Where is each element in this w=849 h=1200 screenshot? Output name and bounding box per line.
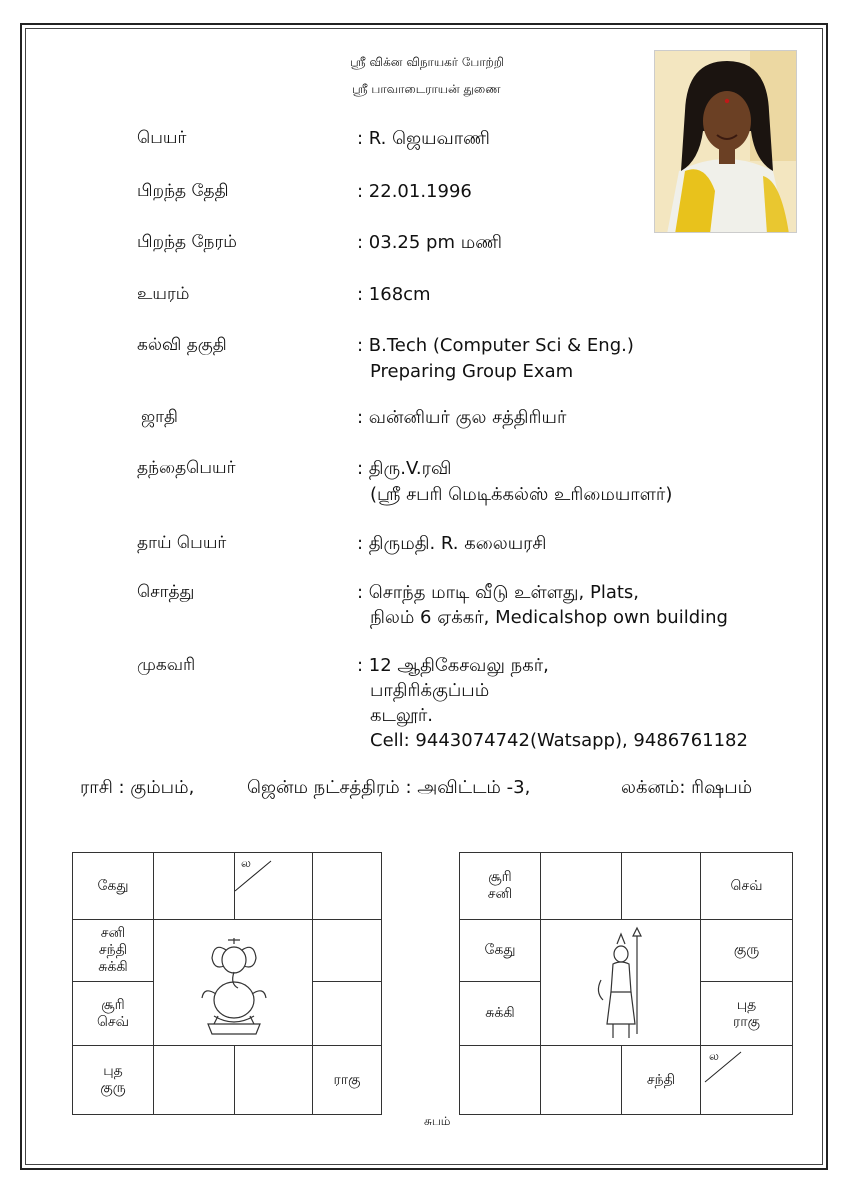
header-line-1: ஸ்ரீ விக்ன விநாயகர் போற்றி	[350, 55, 505, 69]
property-value-2: நிலம் 6 ஏக்கர், Medicalshop own building	[370, 607, 728, 628]
father-occupation: (ஸ்ரீ சபரி மெடிக்கல்ஸ் உரிமையாளர்)	[370, 484, 673, 505]
rasi-cell-8	[234, 1045, 313, 1115]
mother-name-value: : திருமதி. R. கலையரசி	[357, 533, 547, 554]
property-label: சொத்து	[137, 582, 195, 602]
address-label: முகவரி	[137, 655, 196, 675]
navamsa-planet: கேது	[484, 942, 516, 958]
navamsa-planet: சந்தி	[646, 1071, 676, 1088]
height-label: உயரம்	[137, 284, 190, 304]
name-label: பெயர்	[137, 128, 187, 148]
navamsa-planet: புத	[736, 996, 757, 1013]
navamsa-cell-8	[621, 1045, 701, 1115]
rasi-cell-5	[312, 919, 382, 982]
rasi-planet: சனி	[100, 925, 126, 941]
rasi-planet: புத	[103, 1063, 123, 1079]
father-name-label: தந்தைபெயர்	[137, 458, 236, 478]
header-line-2: ஸ்ரீ பாவாடைராயன் துணை	[352, 82, 501, 96]
rasi-cell-9	[153, 1045, 235, 1115]
profile-photo	[654, 50, 797, 233]
footer-subam: சுபம்	[424, 1114, 451, 1128]
navamsa-cell-4	[700, 852, 793, 920]
navamsa-cell-6	[700, 981, 793, 1046]
navamsa-planet: செவ்	[730, 877, 763, 894]
address-line-1: : 12 ஆதிகேசவலு நகர்,	[357, 655, 549, 676]
rasi-cell-1	[72, 852, 154, 920]
navamsa-planet: குரு	[733, 942, 760, 958]
height-value: : 168cm	[357, 284, 431, 305]
rasi-planet: செவ்	[96, 1013, 130, 1030]
lagna-marker: ல	[709, 1049, 719, 1063]
rasi-planet: குரு	[100, 1080, 126, 1096]
navamsa-chart	[459, 852, 793, 1115]
rasi-cell-7	[312, 1045, 382, 1115]
navamsa-cell-1	[459, 852, 541, 920]
murugan-icon	[541, 920, 702, 1047]
mother-name-label: தாய் பெயர்	[137, 533, 227, 553]
navamsa-cell-11	[459, 981, 541, 1046]
name-value: : R. ஜெயவாணி	[357, 128, 490, 149]
rasi-planet: கேது	[97, 877, 129, 894]
phone-numbers: Cell: 9443074742(Watsapp), 9486761182	[370, 730, 748, 751]
navamsa-planet: சனி	[487, 886, 513, 902]
birth-time-value: : 03.25 pm மணி	[357, 232, 502, 253]
education-value: : B.Tech (Computer Sci & Eng.)	[357, 335, 634, 356]
lagnam-text: லக்னம்: ரிஷபம்	[621, 777, 753, 798]
rasi-cell-3	[234, 852, 313, 920]
ganesha-icon	[154, 920, 314, 1047]
birth-time-label: பிறந்த நேரம்	[137, 232, 237, 252]
navamsa-center	[540, 919, 701, 1046]
rasi-text: ராசி : கும்பம்,	[80, 777, 195, 798]
navamsa-cell-3	[621, 852, 701, 920]
caste-label: ஜாதி	[141, 407, 178, 427]
rasi-planet: ராகு	[333, 1071, 361, 1088]
navamsa-planet: ராகு	[733, 1013, 760, 1030]
caste-value: : வன்னியர் குல சத்திரியர்	[357, 407, 567, 428]
navamsa-cell-2	[540, 852, 622, 920]
dob-value: : 22.01.1996	[357, 181, 472, 202]
rasi-cell-10	[72, 1045, 154, 1115]
navamsa-cell-5	[700, 919, 793, 982]
navamsa-cell-9	[540, 1045, 622, 1115]
navamsa-cell-12	[459, 919, 541, 982]
address-line-3: கடலூர்.	[370, 705, 433, 726]
lagna-marker: ல	[241, 856, 251, 870]
rasi-center	[153, 919, 313, 1046]
education-label: கல்வி தகுதி	[137, 335, 227, 355]
dob-label: பிறந்த தேதி	[137, 181, 229, 201]
rasi-planet: சந்தி	[98, 942, 128, 958]
navamsa-planet: சூரி	[488, 869, 512, 885]
rasi-cell-11	[72, 981, 154, 1046]
father-name-value: : திரு.V.ரவி	[357, 458, 452, 479]
navamsa-cell-10	[459, 1045, 541, 1115]
rasi-planet: சுக்கி	[98, 959, 128, 975]
navamsa-cell-7	[700, 1045, 793, 1115]
rasi-cell-12	[72, 919, 154, 982]
rasi-chart	[72, 852, 382, 1115]
rasi-cell-4	[312, 852, 382, 920]
rasi-cell-6	[312, 981, 382, 1046]
property-value: : சொந்த மாடி வீடு உள்ளது, Plats,	[357, 582, 640, 603]
rasi-planet: சூரி	[101, 996, 125, 1013]
navamsa-planet: சுக்கி	[485, 1005, 515, 1021]
nakshatra-text: ஜென்ம நட்சத்திரம் : அவிட்டம் -3,	[247, 777, 531, 798]
address-line-2: பாதிரிக்குப்பம்	[370, 680, 490, 701]
education-value-2: Preparing Group Exam	[370, 361, 574, 382]
rasi-cell-2	[153, 852, 235, 920]
